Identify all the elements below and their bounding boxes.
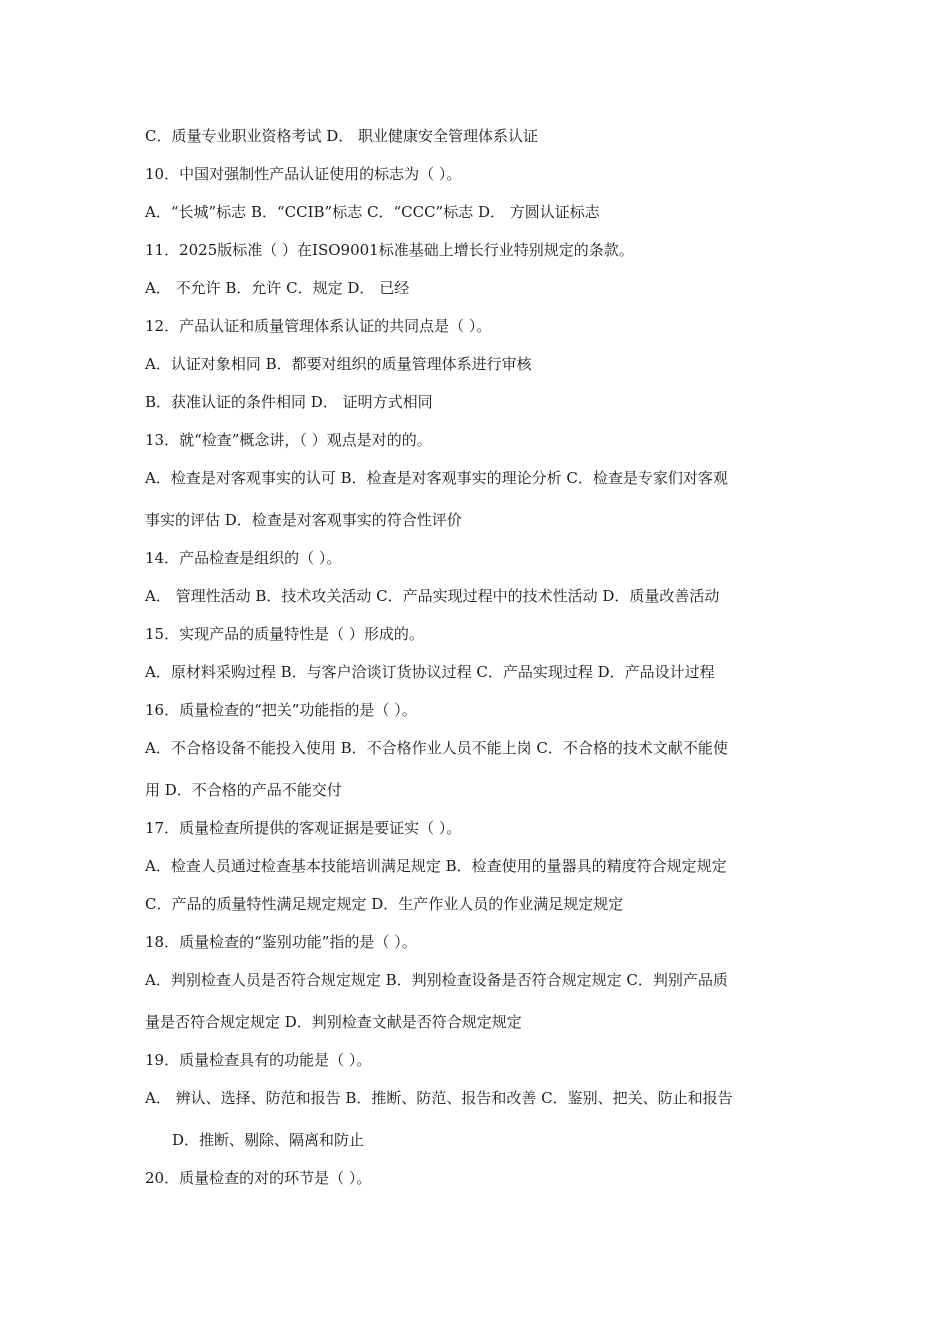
question-line: 13．就“检查”概念讲，（ ）观点是对的的。 [145, 431, 432, 449]
options-line: A． 管理性活动 B．技术攻关活动 C．产品实现过程中的技术性活动 D．质量改善活动 [145, 587, 720, 605]
options-line: A．原材料采购过程 B．与客户洽谈订货协议过程 C．产品实现过程 D．产品设计过程 [145, 663, 715, 681]
question-line: 10．中国对强制性产品认证使用的标志为（ ）。 [145, 165, 462, 183]
options-line: A．判别检查人员是否符合规定规定 B．判别检查设备是否符合规定规定 C．判别产品质 [145, 971, 728, 989]
options-line: 量是否符合规定规定 D．判别检查文献是否符合规定规定 [145, 1013, 522, 1031]
options-line: A．检查人员通过检查基本技能培训满足规定 B．检查使用的量器具的精度符合规定规定 [145, 857, 727, 875]
options-line: A．“长城”标志 B．“CCIB”标志 C．“CCC”标志 D． 方圆认证标志 [145, 203, 600, 221]
question-line: 14．产品检查是组织的（ ）。 [145, 549, 342, 567]
options-line: D．推断、剔除、隔离和防止 [172, 1131, 365, 1149]
options-line: 用 D．不合格的产品不能交付 [145, 781, 342, 799]
text-line: C．质量专业职业资格考试 D． 职业健康安全管理体系认证 [145, 127, 539, 145]
options-line: A． 辨认、选择、防范和报告 B．推断、防范、报告和改善 C．鉴别、把关、防止和报告 [145, 1089, 733, 1107]
question-line: 11．2025版标准（ ）在ISO9001标准基础上增长行业特别规定的条款。 [145, 241, 634, 259]
question-line: 20．质量检查的对的环节是（ ）。 [145, 1169, 372, 1187]
question-line: 18．质量检查的“鉴别功能”指的是（ ）。 [145, 933, 417, 951]
question-line: 16．质量检查的“把关”功能指的是（ ）。 [145, 701, 417, 719]
question-line: 15．实现产品的质量特性是（ ）形成的。 [145, 625, 424, 643]
options-line: A． 不允许 B．允许 C．规定 D． 已经 [145, 279, 410, 297]
options-line: A．不合格设备不能投入使用 B．不合格作业人员不能上岗 C．不合格的技术文献不能使 [145, 739, 728, 757]
options-line: A．认证对象相同 B．都要对组织的质量管理体系进行审核 [145, 355, 532, 373]
question-line: 19．质量检查具有的功能是（ ）。 [145, 1051, 372, 1069]
options-line: C．产品的质量特性满足规定规定 D．生产作业人员的作业满足规定规定 [145, 895, 624, 913]
question-line: 17．质量检查所提供的客观证据是要证实（ ）。 [145, 819, 462, 837]
question-line: 12．产品认证和质量管理体系认证的共同点是（ ）。 [145, 317, 492, 335]
options-line: 事实的评估 D．检查是对客观事实的符合性评价 [145, 511, 462, 529]
options-line: B．获准认证的条件相同 D． 证明方式相同 [145, 393, 433, 411]
options-line: A．检查是对客观事实的认可 B．检查是对客观事实的理论分析 C．检查是专家们对客观 [145, 469, 728, 487]
